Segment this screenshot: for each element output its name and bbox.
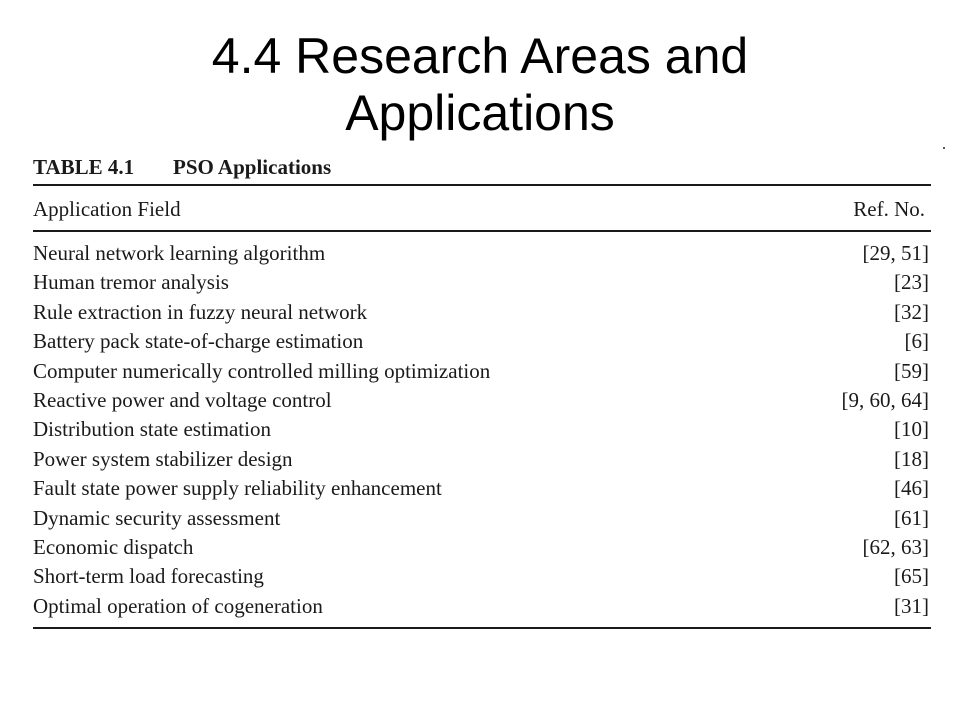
cell-application-field: Short-term load forecasting xyxy=(33,564,264,589)
cell-application-field: Computer numerically controlled milling optimization xyxy=(33,358,491,383)
cell-application-field: Power system stabilizer design xyxy=(33,446,293,471)
slide-title-line-2: Applications xyxy=(345,85,615,141)
cell-ref-no: [29, 51] xyxy=(862,241,929,265)
cell-ref-no: [32] xyxy=(894,299,929,324)
cell-ref-no: [46] xyxy=(894,476,929,501)
table-row xyxy=(33,239,931,268)
table-row xyxy=(33,268,931,297)
table-row xyxy=(33,327,931,356)
slide-title xyxy=(0,28,960,142)
corner-dot-mark xyxy=(943,147,945,149)
table-row xyxy=(33,386,931,415)
table-row xyxy=(33,533,931,562)
cell-ref-no: [65] xyxy=(894,564,929,589)
cell-ref-no: [18] xyxy=(894,446,929,471)
header-ref-no: Ref. No. xyxy=(853,197,925,221)
cell-application-field: Fault state power supply reliability enhancement xyxy=(33,476,442,501)
table-header-row xyxy=(33,186,931,230)
header-application-field: Application Field xyxy=(33,197,181,221)
table-row xyxy=(33,592,931,621)
cell-ref-no: [10] xyxy=(894,417,929,442)
cell-application-field: Distribution state estimation xyxy=(33,417,271,442)
table-caption xyxy=(33,150,931,184)
cell-application-field: Reactive power and voltage control xyxy=(33,387,332,412)
table-row xyxy=(33,562,931,591)
cell-ref-no: [9, 60, 64] xyxy=(841,387,929,412)
cell-application-field: Optimal operation of cogeneration xyxy=(33,593,323,618)
cell-ref-no: [31] xyxy=(894,593,929,618)
cell-ref-no: [6] xyxy=(904,329,929,354)
cell-ref-no: [62, 63] xyxy=(862,534,929,559)
table-row xyxy=(33,445,931,474)
cell-application-field: Economic dispatch xyxy=(33,534,194,559)
table-row xyxy=(33,504,931,533)
table-row xyxy=(33,474,931,503)
cell-application-field: Neural network learning algorithm xyxy=(33,241,326,265)
cell-application-field: Dynamic security assessment xyxy=(33,505,281,530)
table-row xyxy=(33,298,931,327)
table-row xyxy=(33,415,931,444)
pso-applications-table xyxy=(33,150,931,629)
cell-application-field: Human tremor analysis xyxy=(33,270,229,295)
cell-ref-no: [59] xyxy=(894,358,929,383)
cell-application-field: Rule extraction in fuzzy neural network xyxy=(33,299,368,324)
table-caption-title: PSO Applications xyxy=(173,155,332,179)
slide-title-line-1: 4.4 Research Areas and xyxy=(211,28,749,84)
table-row xyxy=(33,357,931,386)
cell-ref-no: [23] xyxy=(894,270,929,295)
table-bottom-rule xyxy=(33,627,931,629)
table-body xyxy=(33,232,931,627)
table-caption-number: TABLE 4.1 xyxy=(33,155,135,179)
cell-ref-no: [61] xyxy=(894,505,929,530)
cell-application-field: Battery pack state-of-charge estimation xyxy=(33,329,364,354)
